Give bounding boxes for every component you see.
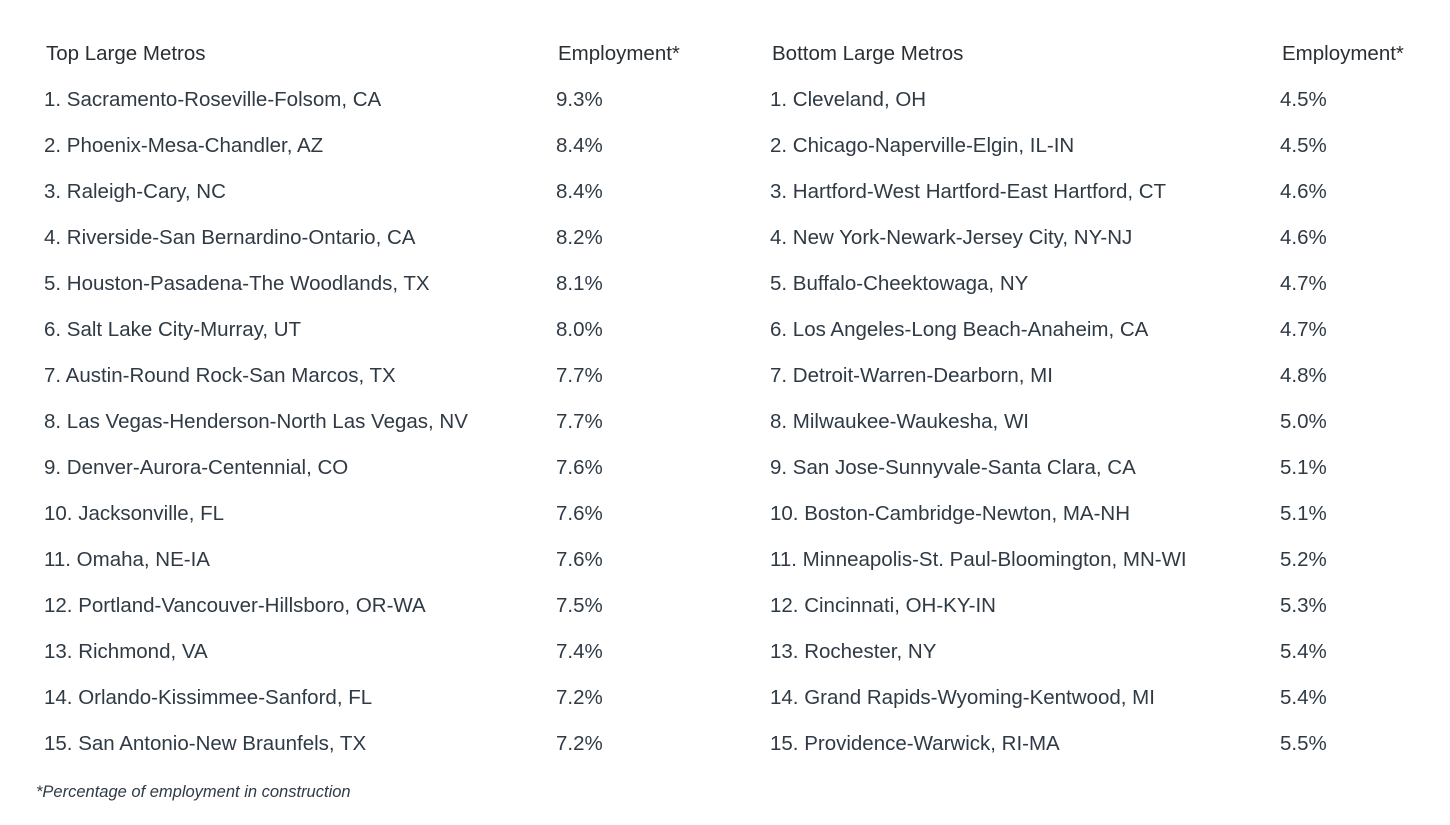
employment-value: 5.1% <box>1280 502 1327 525</box>
employment-value: 4.7% <box>1280 272 1327 295</box>
metro-name: 8. Las Vegas-Henderson-North Las Vegas, NV <box>44 410 468 433</box>
employment-value: 5.5% <box>1280 732 1327 755</box>
employment-value: 4.6% <box>1280 226 1327 249</box>
metro-name: 7. Detroit-Warren-Dearborn, MI <box>770 364 1053 387</box>
employment-value: 8.1% <box>556 272 603 295</box>
employment-value: 5.4% <box>1280 640 1327 663</box>
employment-value: 5.4% <box>1280 686 1327 709</box>
employment-value: 7.6% <box>556 456 603 479</box>
metro-name: 5. Houston-Pasadena-The Woodlands, TX <box>44 272 430 295</box>
metro-name: 14. Orlando-Kissimmee-Sanford, FL <box>44 686 373 709</box>
metro-name: 6. Salt Lake City-Murray, UT <box>44 318 302 341</box>
employment-value: 8.0% <box>556 318 603 341</box>
employment-value: 5.2% <box>1280 548 1327 571</box>
header-metro: Bottom Large Metros <box>772 42 964 65</box>
metro-name: 10. Boston-Cambridge-Newton, MA-NH <box>770 502 1131 525</box>
employment-value: 8.2% <box>556 226 603 249</box>
footnote: *Percentage of employment in construction <box>36 783 351 801</box>
metro-name: 14. Grand Rapids-Wyoming-Kentwood, MI <box>770 686 1155 709</box>
metro-name: 3. Hartford-West Hartford-East Hartford, CT <box>770 180 1167 203</box>
metro-name: 9. San Jose-Sunnyvale-Santa Clara, CA <box>770 456 1136 479</box>
employment-value: 4.6% <box>1280 180 1327 203</box>
metro-name: 11. Minneapolis-St. Paul-Bloomington, MN-WI <box>770 548 1187 571</box>
employment-value: 8.4% <box>556 180 603 203</box>
metro-name: 15. Providence-Warwick, RI-MA <box>770 732 1060 755</box>
metro-name: 10. Jacksonville, FL <box>44 502 225 525</box>
employment-value: 4.7% <box>1280 318 1327 341</box>
metro-name: 4. Riverside-San Bernardino-Ontario, CA <box>44 226 416 249</box>
employment-value: 7.6% <box>556 548 603 571</box>
metro-name: 6. Los Angeles-Long Beach-Anaheim, CA <box>770 318 1149 341</box>
metro-name: 12. Portland-Vancouver-Hillsboro, OR-WA <box>44 594 426 617</box>
header-employment: Employment* <box>1282 42 1404 65</box>
employment-value: 7.2% <box>556 686 603 709</box>
metro-name: 13. Richmond, VA <box>44 640 208 663</box>
employment-value: 5.1% <box>1280 456 1327 479</box>
metro-name: 1. Cleveland, OH <box>770 88 927 111</box>
metro-name: 11. Omaha, NE-IA <box>44 548 210 571</box>
header-metro: Top Large Metros <box>46 42 206 65</box>
employment-value: 7.6% <box>556 502 603 525</box>
employment-value: 4.5% <box>1280 134 1327 157</box>
employment-value: 4.5% <box>1280 88 1327 111</box>
metro-name: 9. Denver-Aurora-Centennial, CO <box>44 456 349 479</box>
employment-value: 7.2% <box>556 732 603 755</box>
employment-value: 7.5% <box>556 594 603 617</box>
metro-name: 15. San Antonio-New Braunfels, TX <box>44 732 367 755</box>
employment-value: 7.7% <box>556 410 603 433</box>
metro-name: 3. Raleigh-Cary, NC <box>44 180 226 203</box>
metro-name: 2. Chicago-Naperville-Elgin, IL-IN <box>770 134 1075 157</box>
employment-value: 7.4% <box>556 640 603 663</box>
metro-name: 1. Sacramento-Roseville-Folsom, CA <box>44 88 382 111</box>
employment-value: 4.8% <box>1280 364 1327 387</box>
employment-value: 8.4% <box>556 134 603 157</box>
employment-value: 5.3% <box>1280 594 1327 617</box>
employment-value: 9.3% <box>556 88 603 111</box>
header-employment: Employment* <box>558 42 680 65</box>
employment-value: 7.7% <box>556 364 603 387</box>
metro-name: 7. Austin-Round Rock-San Marcos, TX <box>44 364 396 387</box>
metro-name: 12. Cincinnati, OH-KY-IN <box>770 594 996 617</box>
metro-name: 8. Milwaukee-Waukesha, WI <box>770 410 1029 433</box>
metro-name: 4. New York-Newark-Jersey City, NY-NJ <box>770 226 1133 249</box>
metro-name: 5. Buffalo-Cheektowaga, NY <box>770 272 1029 295</box>
metro-name: 2. Phoenix-Mesa-Chandler, AZ <box>44 134 324 157</box>
employment-value: 5.0% <box>1280 410 1327 433</box>
metro-name: 13. Rochester, NY <box>770 640 937 663</box>
